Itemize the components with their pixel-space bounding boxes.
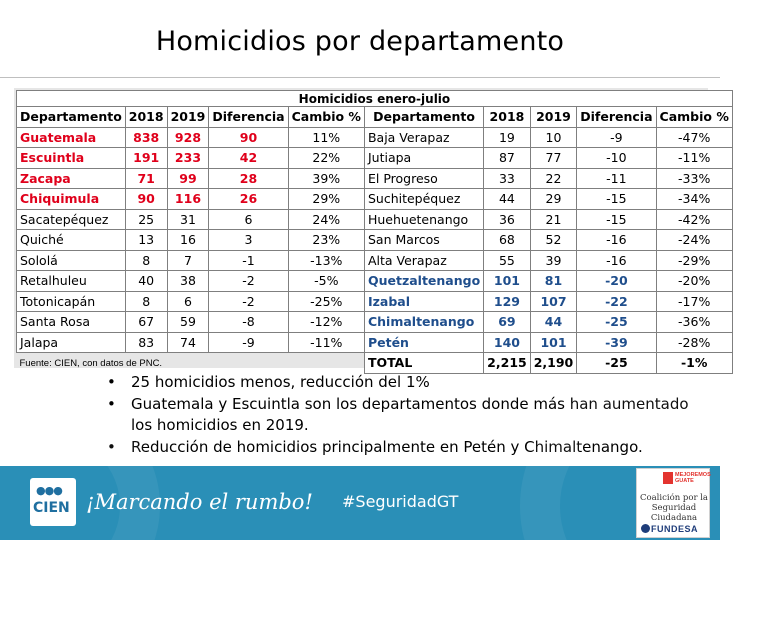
left-diff: -1 <box>209 250 288 271</box>
left-department: Escuintla <box>17 148 126 169</box>
table-row <box>17 230 733 251</box>
right-pct: -28% <box>656 332 732 353</box>
partner-coalition: Coalición por la Seguridad Ciudadana <box>639 493 708 523</box>
right-y2019: 81 <box>530 271 577 292</box>
left-diff: -9 <box>209 332 288 353</box>
table-row <box>17 168 733 189</box>
right-pct: -11% <box>656 148 732 169</box>
table-caption: Homicidios enero-julio <box>17 91 733 107</box>
right-pct: -36% <box>656 312 732 333</box>
left-pct: 23% <box>288 230 364 251</box>
right-y2019: 22 <box>530 168 577 189</box>
table-row <box>17 148 733 169</box>
right-y2019: 10 <box>530 127 577 148</box>
right-y2019: 39 <box>530 250 577 271</box>
bullet-dot-icon: • <box>107 438 116 456</box>
footer-slogan: ¡Marcando el rumbo! <box>86 490 313 514</box>
partner-logo-box <box>636 468 710 538</box>
left-department: Chiquimula <box>17 189 126 210</box>
left-y2019: 31 <box>167 209 209 230</box>
slide-title: Homicidios por departamento <box>155 26 565 57</box>
right-y2019: 29 <box>530 189 577 210</box>
col-header: Cambio % <box>288 107 364 128</box>
source-note: Fuente: CIEN, con datos de PNC. <box>19 357 163 369</box>
col-header: 2019 <box>167 107 209 128</box>
right-department: Petén <box>364 332 483 353</box>
right-y2019: 77 <box>530 148 577 169</box>
footer-hashtag: #SeguridadGT <box>342 492 459 511</box>
left-department: Quiché <box>17 230 126 251</box>
left-y2018: 90 <box>125 189 167 210</box>
right-pct: -34% <box>656 189 732 210</box>
col-header: Diferencia <box>209 107 288 128</box>
table-row <box>17 127 733 148</box>
left-y2019: 99 <box>167 168 209 189</box>
col-header: Diferencia <box>577 107 656 128</box>
left-y2018: 838 <box>125 127 167 148</box>
left-diff: -8 <box>209 312 288 333</box>
right-y2018: 129 <box>484 291 531 312</box>
right-y2018: 68 <box>484 230 531 251</box>
left-pct: -13% <box>288 250 364 271</box>
left-y2018: 13 <box>125 230 167 251</box>
total-diff: -25 <box>577 353 656 374</box>
left-y2018: 8 <box>125 250 167 271</box>
right-y2019: 21 <box>530 209 577 230</box>
left-diff: 42 <box>209 148 288 169</box>
left-diff: -2 <box>209 271 288 292</box>
left-department: Retalhuleu <box>17 271 126 292</box>
left-department: Guatemala <box>17 127 126 148</box>
right-y2018: 140 <box>484 332 531 353</box>
right-diff: -39 <box>577 332 656 353</box>
total-pct: -1% <box>656 353 732 374</box>
mejoremos-guate-icon <box>663 472 673 484</box>
right-y2018: 44 <box>484 189 531 210</box>
right-pct: -29% <box>656 250 732 271</box>
left-pct: -12% <box>288 312 364 333</box>
logo-dots-icon: ●●● <box>36 484 62 497</box>
right-y2018: 19 <box>484 127 531 148</box>
left-y2018: 67 <box>125 312 167 333</box>
bullet-item: • Guatemala y Escuintla son los departamentos donde más han aumentado los homicidios en 2019. <box>107 395 689 434</box>
logo-word: CIEN <box>33 500 70 516</box>
left-y2018: 71 <box>125 168 167 189</box>
left-y2019: 7 <box>167 250 209 271</box>
right-pct: -24% <box>656 230 732 251</box>
right-diff: -9 <box>577 127 656 148</box>
right-pct: -42% <box>656 209 732 230</box>
right-y2018: 36 <box>484 209 531 230</box>
col-header: 2018 <box>125 107 167 128</box>
footer-banner <box>0 466 720 540</box>
left-pct: 39% <box>288 168 364 189</box>
col-header: Departamento <box>17 107 126 128</box>
right-diff: -22 <box>577 291 656 312</box>
table-row <box>17 189 733 210</box>
table-caption-row <box>17 91 733 107</box>
partner-fundesa: FUNDESA <box>651 524 699 534</box>
right-y2019: 44 <box>530 312 577 333</box>
right-department: Quetzaltenango <box>364 271 483 292</box>
right-diff: -15 <box>577 189 656 210</box>
left-diff: -2 <box>209 291 288 312</box>
left-department: Totonicapán <box>17 291 126 312</box>
left-y2019: 59 <box>167 312 209 333</box>
table-row <box>17 332 733 353</box>
left-department: Sololá <box>17 250 126 271</box>
right-y2018: 33 <box>484 168 531 189</box>
left-y2018: 25 <box>125 209 167 230</box>
total-label: TOTAL <box>364 353 483 374</box>
right-department: San Marcos <box>364 230 483 251</box>
left-pct: -11% <box>288 332 364 353</box>
left-department: Sacatepéquez <box>17 209 126 230</box>
bullet-dot-icon: • <box>107 373 116 391</box>
left-diff: 6 <box>209 209 288 230</box>
right-diff: -16 <box>577 230 656 251</box>
left-y2018: 191 <box>125 148 167 169</box>
table-row <box>17 271 733 292</box>
right-diff: -16 <box>577 250 656 271</box>
right-department: Suchitepéquez <box>364 189 483 210</box>
col-header: 2019 <box>530 107 577 128</box>
right-department: Izabal <box>364 291 483 312</box>
right-diff: -25 <box>577 312 656 333</box>
left-y2019: 38 <box>167 271 209 292</box>
right-y2018: 87 <box>484 148 531 169</box>
right-department: Huehuetenango <box>364 209 483 230</box>
col-header: Cambio % <box>656 107 732 128</box>
bullet-dot-icon: • <box>107 395 116 413</box>
left-y2018: 8 <box>125 291 167 312</box>
left-pct: -5% <box>288 271 364 292</box>
table-row <box>17 209 733 230</box>
left-y2019: 928 <box>167 127 209 148</box>
left-y2018: 40 <box>125 271 167 292</box>
right-pct: -47% <box>656 127 732 148</box>
right-y2018: 101 <box>484 271 531 292</box>
left-pct: 29% <box>288 189 364 210</box>
left-diff: 26 <box>209 189 288 210</box>
table-header-row <box>17 107 733 128</box>
right-pct: -17% <box>656 291 732 312</box>
col-header: Departamento <box>364 107 483 128</box>
right-pct: -20% <box>656 271 732 292</box>
left-department: Jalapa <box>17 332 126 353</box>
table-row <box>17 312 733 333</box>
right-y2019: 107 <box>530 291 577 312</box>
left-diff: 28 <box>209 168 288 189</box>
right-y2019: 101 <box>530 332 577 353</box>
right-department: Alta Verapaz <box>364 250 483 271</box>
table-total-row <box>17 353 733 374</box>
fundesa-icon <box>641 524 650 533</box>
right-department: El Progreso <box>364 168 483 189</box>
right-diff: -11 <box>577 168 656 189</box>
right-department: Jutiapa <box>364 148 483 169</box>
total-2018: 2,215 <box>484 353 531 374</box>
right-y2018: 55 <box>484 250 531 271</box>
left-y2019: 233 <box>167 148 209 169</box>
left-diff: 90 <box>209 127 288 148</box>
left-y2018: 83 <box>125 332 167 353</box>
left-y2019: 116 <box>167 189 209 210</box>
left-y2019: 74 <box>167 332 209 353</box>
left-y2019: 16 <box>167 230 209 251</box>
left-department: Zacapa <box>17 168 126 189</box>
homicides-table <box>16 90 733 374</box>
left-pct: 22% <box>288 148 364 169</box>
homicides-table-panel <box>14 88 729 371</box>
right-department: Baja Verapaz <box>364 127 483 148</box>
left-pct: 24% <box>288 209 364 230</box>
left-diff: 3 <box>209 230 288 251</box>
right-diff: -10 <box>577 148 656 169</box>
left-y2019: 6 <box>167 291 209 312</box>
bullet-item: • Reducción de homicidios principalmente en Petén y Chimaltenango. <box>107 438 643 456</box>
right-department: Chimaltenango <box>364 312 483 333</box>
left-department: Santa Rosa <box>17 312 126 333</box>
right-y2019: 52 <box>530 230 577 251</box>
partner-badge-text: MEJOREMOS GUATE <box>675 472 711 484</box>
total-2019: 2,190 <box>530 353 577 374</box>
col-header: 2018 <box>484 107 531 128</box>
left-pct: -25% <box>288 291 364 312</box>
right-diff: -20 <box>577 271 656 292</box>
left-pct: 11% <box>288 127 364 148</box>
table-row <box>17 250 733 271</box>
title-divider <box>0 77 720 78</box>
right-pct: -33% <box>656 168 732 189</box>
cien-logo <box>30 478 76 526</box>
table-row <box>17 291 733 312</box>
right-y2018: 69 <box>484 312 531 333</box>
right-diff: -15 <box>577 209 656 230</box>
bullet-item: • 25 homicidios menos, reducción del 1% <box>107 373 430 391</box>
